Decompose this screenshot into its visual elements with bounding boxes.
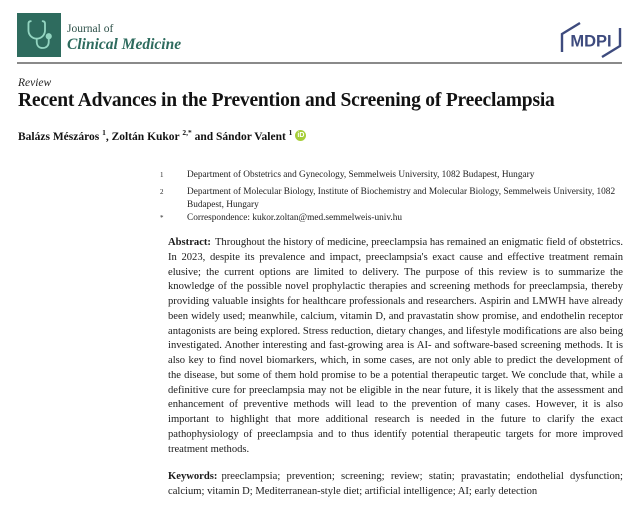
author-name: Sándor Valent $^1$ [216, 128, 293, 143]
affiliation-text: Department of Molecular Biology, Institute of Biochemistry and Molecular Biology, Semmelweis University, 1082 Budapest, Hungary [187, 187, 616, 211]
journal-title-block [67, 23, 181, 53]
affiliation-text: Correspondence: kukor.zoltan@med.semmelweis-univ.hu [187, 213, 403, 224]
journal-name: Clinical Medicine [67, 35, 182, 53]
author-name: Zoltán Kukor $^{2,*}$ [111, 128, 192, 143]
affiliation-row [160, 169, 622, 186]
affiliation-marker: 1 [160, 171, 164, 179]
affiliation-row [160, 212, 622, 229]
abstract-paragraph [168, 236, 623, 457]
mdpi-logo [559, 21, 623, 64]
affiliation-marker: * [160, 214, 164, 223]
affiliation-text: Department of Obstetrics and Gynecology, Semmelweis University, 1082 Budapest, Hungary [187, 170, 535, 180]
affiliations-list [160, 169, 622, 229]
stethoscope-icon [19, 13, 59, 58]
affiliation-marker: 2 [160, 188, 164, 197]
keywords-label: Keywords: [168, 471, 218, 482]
article-type-label: Review [18, 77, 52, 89]
journal-prefix: Journal of [67, 23, 114, 35]
affiliation-row [160, 186, 622, 212]
header-divider [17, 62, 622, 64]
keywords-paragraph [168, 469, 623, 499]
journal-logo [17, 13, 61, 57]
page-title: Recent Advances in the Prevention and Screening of Preeclampsia [18, 90, 555, 111]
abstract-label: Abstract: [168, 237, 211, 248]
abstract-text: Throughout the history of medicine, preeclampsia has remained an enigmatic field of obstetrics. In 2023, despite its prevalence and impact, preeclampsia's exact cause and effective treatment remain elusive; the current options are limited to delivery. The purpose of this review is to summarize the knowledge of the possible novel prophylactic therapies and screening methods for preeclampsia, thereby providing valuable insights for healthcare professionals and researchers. Aspirin and LMWH have already been widely used; meanwhile, calcium, vitamin D, and pravastatin show promise, and endothelin receptor antagonists are being explored. Stress reduction, dietary changes, and lifestyle modifications are also being investigated. Another interesting and fast-growing area is AI- and software-based screening methods. It is also key to find novel biomarkers, which, in some cases, are not only able to predict the development of the disease, but some of them hold promise to be a potential therapeutic target. We conclude that, while a definitive cure for preeclampsia may not be eligible in the near future, it is likely that the assessment and enhancement of preventive methods will lead to the prevention of many cases. However, it is also important to highlight that more additional research is needed in the future to clarify the exact pathophysiology of preeclampsia and to thus identify potential therapeutic targets for more improved treatment methods. [168, 237, 623, 455]
authors-line: Balázs Mészáros $^1$, Zoltán Kukor $^{2,*}$ and Sándor Valent $^1$ iD [18, 128, 305, 143]
mdpi-wordmark: MDPI [570, 32, 612, 51]
keywords-text: preeclampsia; prevention; screening; review; statin; pravastatin; endothelial dysfunction; calcium; vitamin D; Mediterranean-style diet; artificial intelligence; AI; early detection [168, 471, 623, 497]
orcid-icon[interactable]: iD [297, 131, 305, 139]
author-name: Balázs Mészáros $^1$ [18, 128, 106, 143]
